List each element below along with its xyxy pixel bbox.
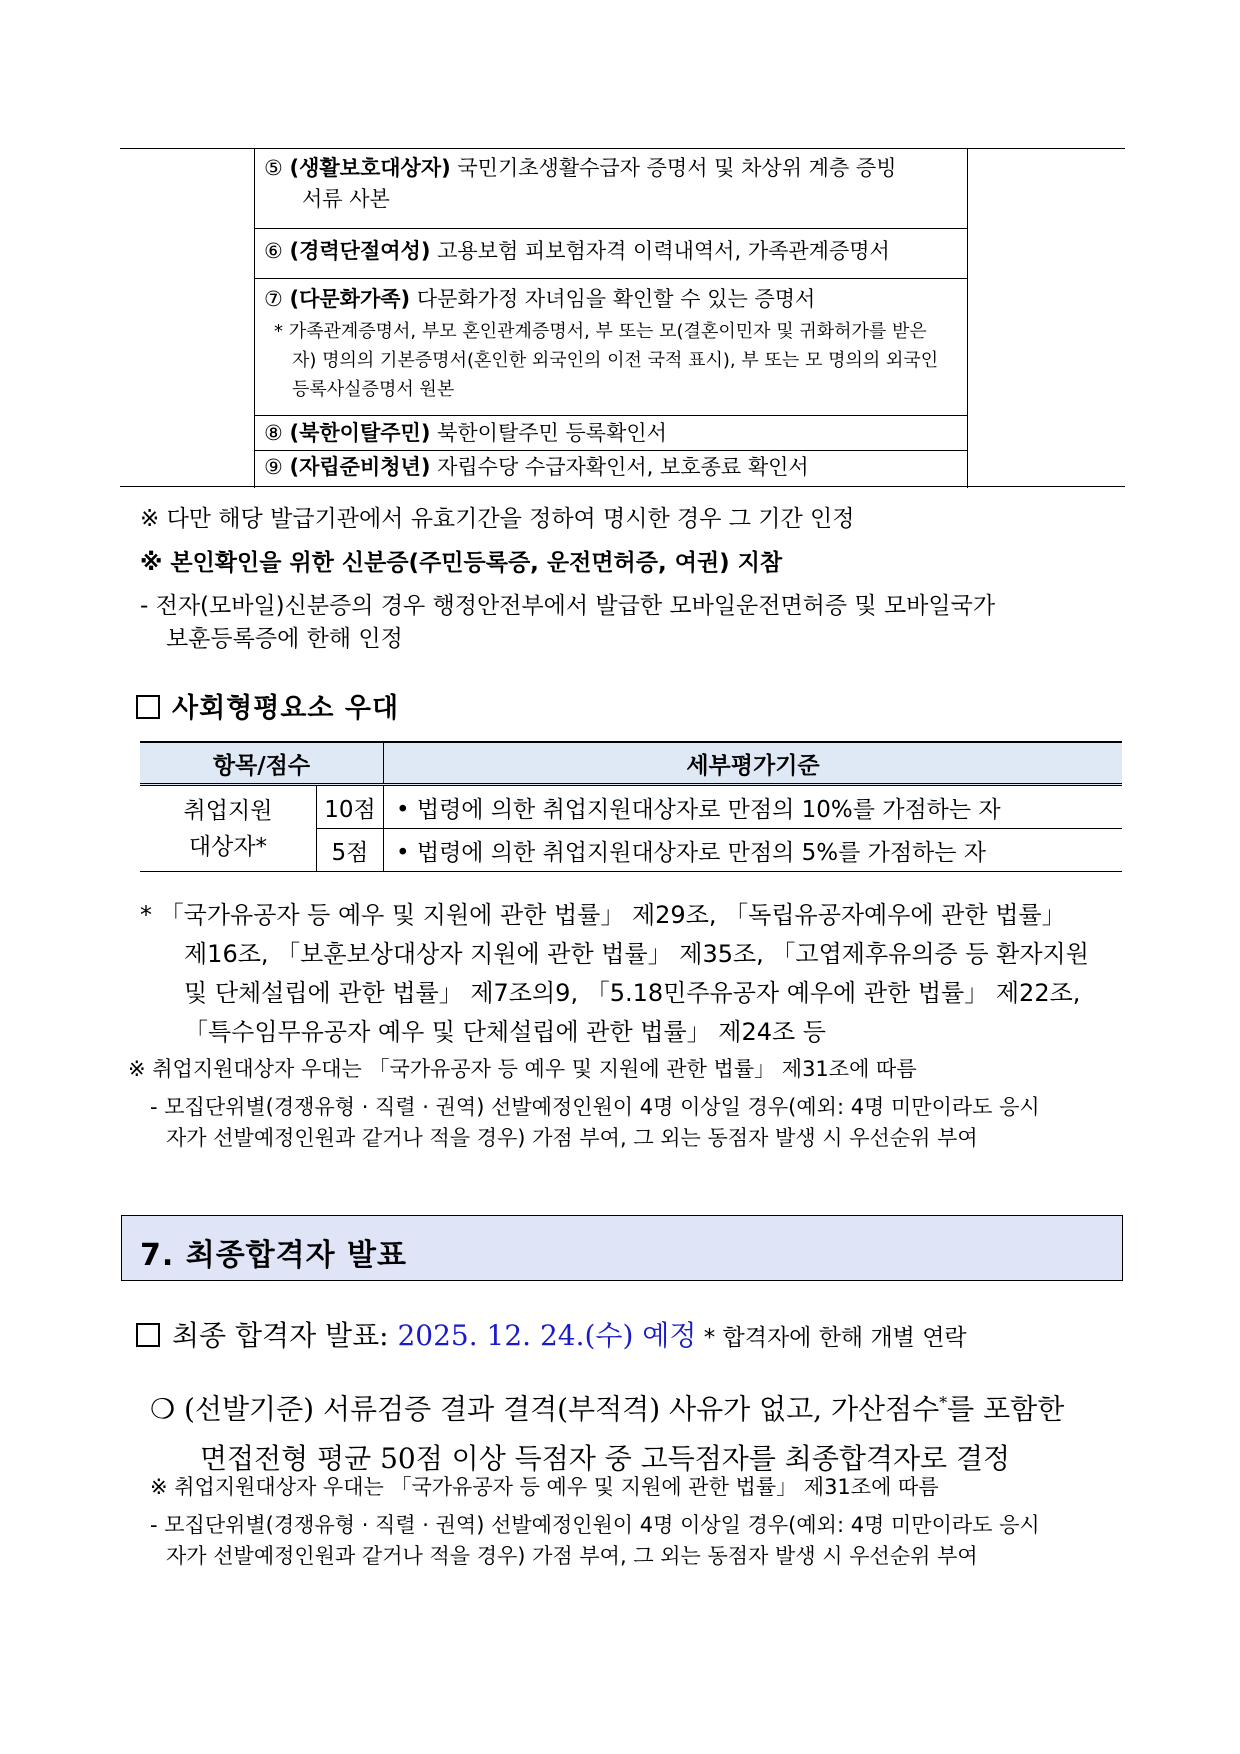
points-cell: 5점	[316, 829, 383, 872]
category-line-2: 대상자*	[188, 833, 268, 860]
doc-text: 국민기초생활수급자 증명서 및 차상위 계층 증빙	[450, 156, 897, 180]
announce-side-note: * 합격자에 한해 개별 연락	[696, 1325, 967, 1351]
category-line-1: 취업지원	[183, 797, 273, 824]
criteria-line-1b: 를 포함한	[947, 1392, 1065, 1426]
mobile-id-note	[140, 590, 1130, 656]
announce-date: 2025. 12. 24.(수) 예정	[397, 1319, 697, 1352]
preference-dash-line-2: 자가 선발예정인원과 같거나 적을 경우) 가점 부여, 그 외는 동점자 발생 시 우선순위 부여	[166, 1126, 978, 1150]
circled-number: ⑨	[264, 455, 283, 479]
table-row	[140, 785, 1122, 829]
table-header-row	[140, 742, 1122, 785]
doc-text-cont: 서류 사본	[302, 187, 390, 211]
id-required-note: ※ 본인확인을 위한 신분증(주민등록증, 운전면허증, 여권) 지참	[140, 550, 783, 576]
section7-dash-line-1: - 모집단위별(경쟁유형 · 직렬 · 권역) 선발예정인원이 4명 이상일 경우(예외: 4명 미만이라도 응시	[150, 1513, 1040, 1537]
category-cell	[140, 785, 316, 872]
doc-text: 자립수당 수급자확인서, 보호종료 확인서	[430, 455, 809, 479]
criteria-line-1: ❍ (선발기준) 서류검증 결과 결격(부적격) 사유가 없고, 가산점수	[150, 1392, 940, 1426]
header-criteria: 세부평가기준	[383, 742, 1122, 785]
preference-dash-line-1: - 모집단위별(경쟁유형 · 직렬 · 권역) 선발예정인원이 4명 이상일 경우(예외: 4명 미만이라도 응시	[150, 1095, 1040, 1119]
required-documents-table	[120, 148, 1125, 488]
preference-dash-note	[150, 1092, 1125, 1154]
final-announcement	[136, 1314, 967, 1354]
section7-dash-line-2: 자가 선발예정인원과 같거나 적을 경우) 가점 부여, 그 외는 동점자 발생 시 우선순위 부여	[166, 1544, 978, 1568]
doc-row-9	[264, 452, 954, 483]
mobile-id-line-1: - 전자(모바일)신분증의 경우 행정안전부에서 발급한 모바일운전면허증 및 모바일국가	[140, 593, 996, 619]
criteria-line-2: 면접전형 평균 50점 이상 득점자 중 고득점자를 최종합격자로 결정	[200, 1442, 1011, 1476]
circled-number: ⑥	[264, 239, 283, 263]
social-equity-heading	[136, 686, 399, 725]
doc-row-6	[264, 236, 954, 267]
section-7-header	[121, 1215, 1123, 1281]
preference-table	[140, 741, 1122, 872]
laws-line: * 「국가유공자 등 예우 및 지원에 관한 법률」 제29조, 「독립유공자예우에 관한 법률」	[140, 901, 1066, 929]
doc-row-5	[264, 153, 954, 215]
circled-number: ⑦	[264, 287, 283, 311]
doc-title: (자립준비청년)	[289, 455, 431, 479]
circled-number: ⑧	[264, 421, 283, 445]
related-laws-note	[140, 896, 1125, 1052]
social-equity-heading-text: 사회형평요소 우대	[172, 693, 400, 724]
selection-criteria	[150, 1378, 1130, 1484]
announce-label: 최종 합격자 발표:	[172, 1319, 389, 1352]
doc-text: 다문화가정 자녀임을 확인할 수 있는 증명서	[410, 287, 816, 311]
points-cell: 10점	[316, 785, 383, 829]
doc-title: (경력단절여성)	[289, 239, 431, 263]
section-7-title: 7. 최종합격자 발표	[140, 1238, 408, 1273]
header-item-points: 항목/점수	[140, 742, 383, 785]
checkbox-square-icon	[136, 1323, 160, 1347]
doc-row-8	[264, 418, 954, 449]
mobile-id-line-2: 보훈등록증에 한해 인정	[166, 626, 403, 652]
doc-title: (생활보호대상자)	[289, 156, 451, 180]
preference-note: ※ 취업지원대상자 우대는 「국가유공자 등 예우 및 지원에 관한 법률」 제31조에 따름	[128, 1057, 917, 1081]
laws-line: 및 단체설립에 관한 법률」 제7조의9, 「5.18민주유공자 예우에 관한 법률」 제22조,	[184, 979, 1081, 1007]
criteria-cell: • 법령에 의한 취업지원대상자로 만점의 5%를 가점하는 자	[383, 829, 1122, 872]
doc-title: (다문화가족)	[289, 287, 411, 311]
laws-line: 「특수임무유공자 예우 및 단체설립에 관한 법률」 제24조 등	[184, 1018, 826, 1046]
laws-line: 제16조, 「보훈보상대상자 지원에 관한 법률」 제35조, 「고엽제후유의증 등 환자지원	[184, 940, 1089, 968]
circled-number: ⑤	[264, 156, 283, 180]
checkbox-square-icon	[136, 695, 160, 719]
doc-row-7	[264, 284, 954, 404]
doc-subnote: * 가족관계증명서, 부모 혼인관계증명서, 부 또는 모(결혼이민자 및 귀화허가를 받은 자) 명의의 기본증명서(혼인한 외국인의 이전 국적 표시), 부 또는 모 명의의 외국인 등록사실증명서 원본	[274, 321, 939, 400]
criteria-sup: *	[939, 1393, 948, 1412]
doc-title: (북한이탈주민)	[289, 421, 431, 445]
doc-text: 북한이탈주민 등록확인서	[430, 421, 667, 445]
criteria-cell: • 법령에 의한 취업지원대상자로 만점의 10%를 가점하는 자	[383, 785, 1122, 829]
section7-preference-note: ※ 취업지원대상자 우대는 「국가유공자 등 예우 및 지원에 관한 법률」 제31조에 따름	[150, 1475, 939, 1499]
doc-text: 고용보험 피보험자격 이력내역서, 가족관계증명서	[430, 239, 890, 263]
section7-dash-note	[150, 1510, 1125, 1572]
validity-note: ※ 다만 해당 발급기관에서 유효기간을 정하여 명시한 경우 그 기간 인정	[140, 506, 855, 532]
